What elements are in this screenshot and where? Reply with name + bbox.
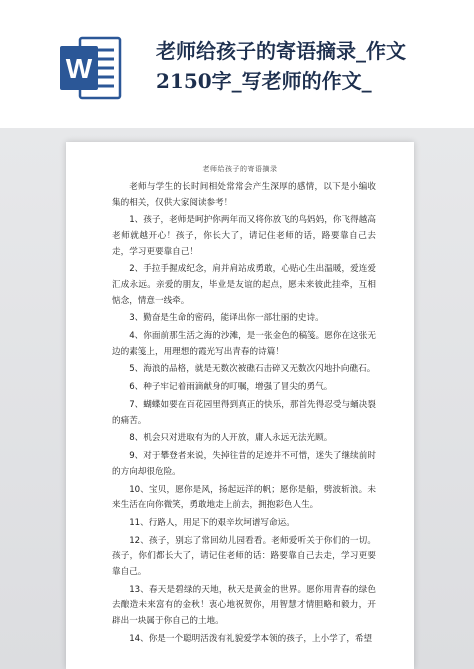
- document-paragraph: 8、机会只对进取有为的人开放，庸人永远无法光顾。: [129, 433, 333, 444]
- word-document-icon: [58, 34, 122, 102]
- document-paragraph: 3、勤奋是生命的密码，能译出你一部壮丽的史诗。: [129, 313, 324, 324]
- logo-letter: W: [65, 53, 93, 84]
- document-paragraph: 1、孩子，老师是呵护你两年而又将你放飞的鸟妈妈，你飞得越高老师就越开心！孩子，你长大了，请记住老师的话，路要靠自己去走，学习更要靠自己！: [112, 215, 376, 257]
- document-title: 老师给孩子的寄语摘录: [202, 165, 278, 173]
- title-line-1: 老师给孩子的寄语摘录_作文: [156, 39, 406, 63]
- page-title: [156, 36, 466, 96]
- document-paragraph: 14、你是一个聪明活泼有礼貌爱学本领的孩子，上小学了，希望: [129, 633, 373, 644]
- document-body: [112, 180, 376, 649]
- document-paragraph: 5、海浪的品格，就是无数次被礁石击碎又无数次闪地扑向礁石。: [129, 364, 376, 375]
- title-line-2: 2150字_写老师的作文_: [156, 69, 372, 93]
- document-paragraph: 4、你面前那生活之海的沙滩，是一张金色的稿笺。愿你在这张无边的素笺上，用理想的霞光写出青春的诗篇！: [112, 331, 376, 357]
- document-paragraph: 6、种子牢记着雨滴献身的叮嘱，增强了冒尖的勇气。: [129, 382, 333, 393]
- document-paragraph: 老师与学生的长时间相处常常会产生深厚的感情，以下是小编收集的相关，仅供大家阅读参考！: [112, 182, 376, 208]
- document-paragraph: 10、宝贝，愿你是风，扬起远洋的帆；愿你是船，劈波斩浪。未来生活在向你微笑，勇敢地走上前去，拥抱彩色人生。: [112, 484, 376, 511]
- header-banner: [0, 0, 474, 128]
- document-paragraph: 11、行路人，用足下的艰辛坎坷谱写命运。: [129, 517, 295, 528]
- document-paragraph: 13、春天是碧绿的天地，秋天是黄金的世界。愿你用青春的绿色去酿造未来富有的金秋！衷心地祝贺你，用智慧才情胆略和毅力，开辟出一块属于你自己的土地。: [112, 584, 376, 626]
- document-paragraph: 7、蝴蝶如要在百花园里得到真正的快乐，那首先得忍受与蛹决裂的痛苦。: [112, 400, 376, 426]
- document-paragraph: 2、手拉手握成纪念，肩并肩站成勇敢，心贴心生出温暖，爱连爱汇成永远。亲爱的朋友，毕业是友谊的起点，愿未来彼此挂牵，互相惦念，情意一线牵。: [112, 264, 376, 306]
- document-page: [66, 142, 414, 669]
- document-paragraph: 9、对于攀登者来说，失掉往昔的足迹并不可惜，迷失了继续前时的方向却很危险。: [112, 451, 376, 477]
- document-paragraph: 12、孩子，别忘了常回幼儿园看看。老师爱听关于你们的一切。孩子，你们都长大了，请记住老师的话：路要靠自己去走，学习更要靠自己。: [112, 535, 376, 577]
